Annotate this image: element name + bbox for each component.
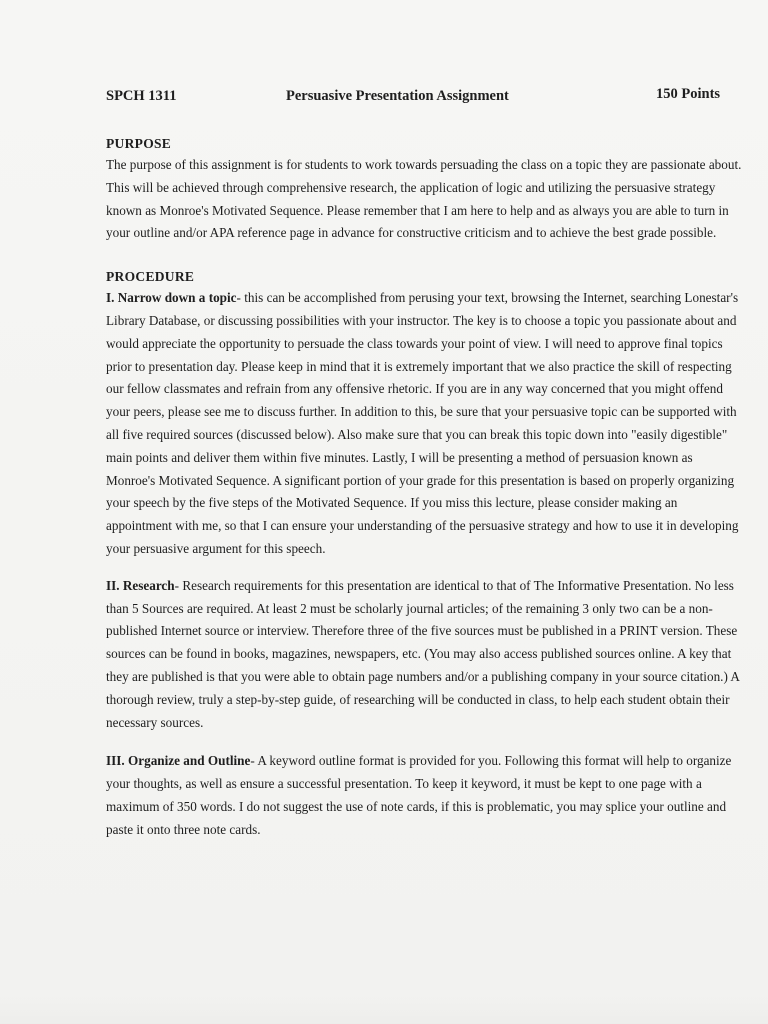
- scan-shadow: [0, 994, 768, 1024]
- procedure-section-narrow-topic: [106, 287, 742, 561]
- procedure-heading: PROCEDURE: [106, 269, 195, 285]
- procedure-section-organize-outline: [106, 750, 742, 841]
- purpose-heading: PURPOSE: [106, 136, 172, 151]
- section-lead: II. Research: [106, 577, 175, 593]
- section-lead: I. Narrow down a topic: [106, 290, 237, 306]
- document-header: [106, 84, 728, 108]
- assignment-title: Persuasive Presentation Assignment: [286, 88, 509, 104]
- assignment-points: 150 Points: [656, 86, 721, 102]
- procedure-section-research: [106, 575, 742, 735]
- section-body: - A keyword outline format is provided for you. Following this format will help to organize your thoughts, as well as ensure a successful presentation. To keep it keyword, it must be kept to one page with a maximum of 350 words. I do not suggest the use of note cards, if this is problematic, you may splice your outline and paste it onto three note cards.: [106, 753, 732, 837]
- section-body: - Research requirements for this presentation are identical to that of The Informative Presentation. No less than 5 Sources are required. At least 2 must be scholarly journal articles; of the remaining 3 only two can be a non-published Internet source or interview. Therefore three of the five sources must be published in a PRINT version. These sources can be found in books, magazines, newspapers, etc. (You may also access published sources online. A key that they are published is that you were able to obtain page numbers and/or a publishing company in your source citation.) A thorough review, truly a step-by-step guide, of researching will be conducted in class, to help each student obtain their necessary sources.: [106, 577, 740, 730]
- purpose-paragraph: The purpose of this assignment is for students to work towards persuading the class on a topic they are passionate about. This will be achieved through comprehensive research, the application of logic and utilizing the persuasive strategy known as Monroe's Motivated Sequence. Please remember that I am here to help and as always you are able to turn in your outline and/or APA reference page in advance for constructive criticism and to achieve the best grade possible.: [106, 157, 742, 241]
- section-lead: III. Organize and Outline: [106, 753, 251, 769]
- section-body: - this can be accomplished from perusing your text, browsing the Internet, searching Lonestar's Library Database, or discussing possibilities with your instructor. The key is to choose a topic you passionate about and would appreciate the opportunity to persuade the class towards your point of view. I will need to approve final topics prior to presentation day. Please keep in mind that it is extremely important that we also practice the skill of respecting our fellow classmates and refrain from any offensive rhetoric. If you are in any way concerned that you might offend your peers, please see me to discuss further. In addition to this, be sure that your persuasive topic can be supported with all five required sources (discussed below). Also make sure that you can break this topic down into "easily digestible" main points and deliver them within five minutes. Lastly, I will be presenting a method of persuasion known as Monroe's Motivated Sequence. A significant portion of your grade for this presentation is based on properly organizing your speech by the five steps of the Motivated Sequence. If you miss this lecture, please consider making an appointment with me, so that I can ensure your understanding of the persuasive strategy and how to use it in developing your persuasive argument for this speech.: [106, 290, 739, 556]
- course-code: SPCH 1311: [106, 88, 177, 104]
